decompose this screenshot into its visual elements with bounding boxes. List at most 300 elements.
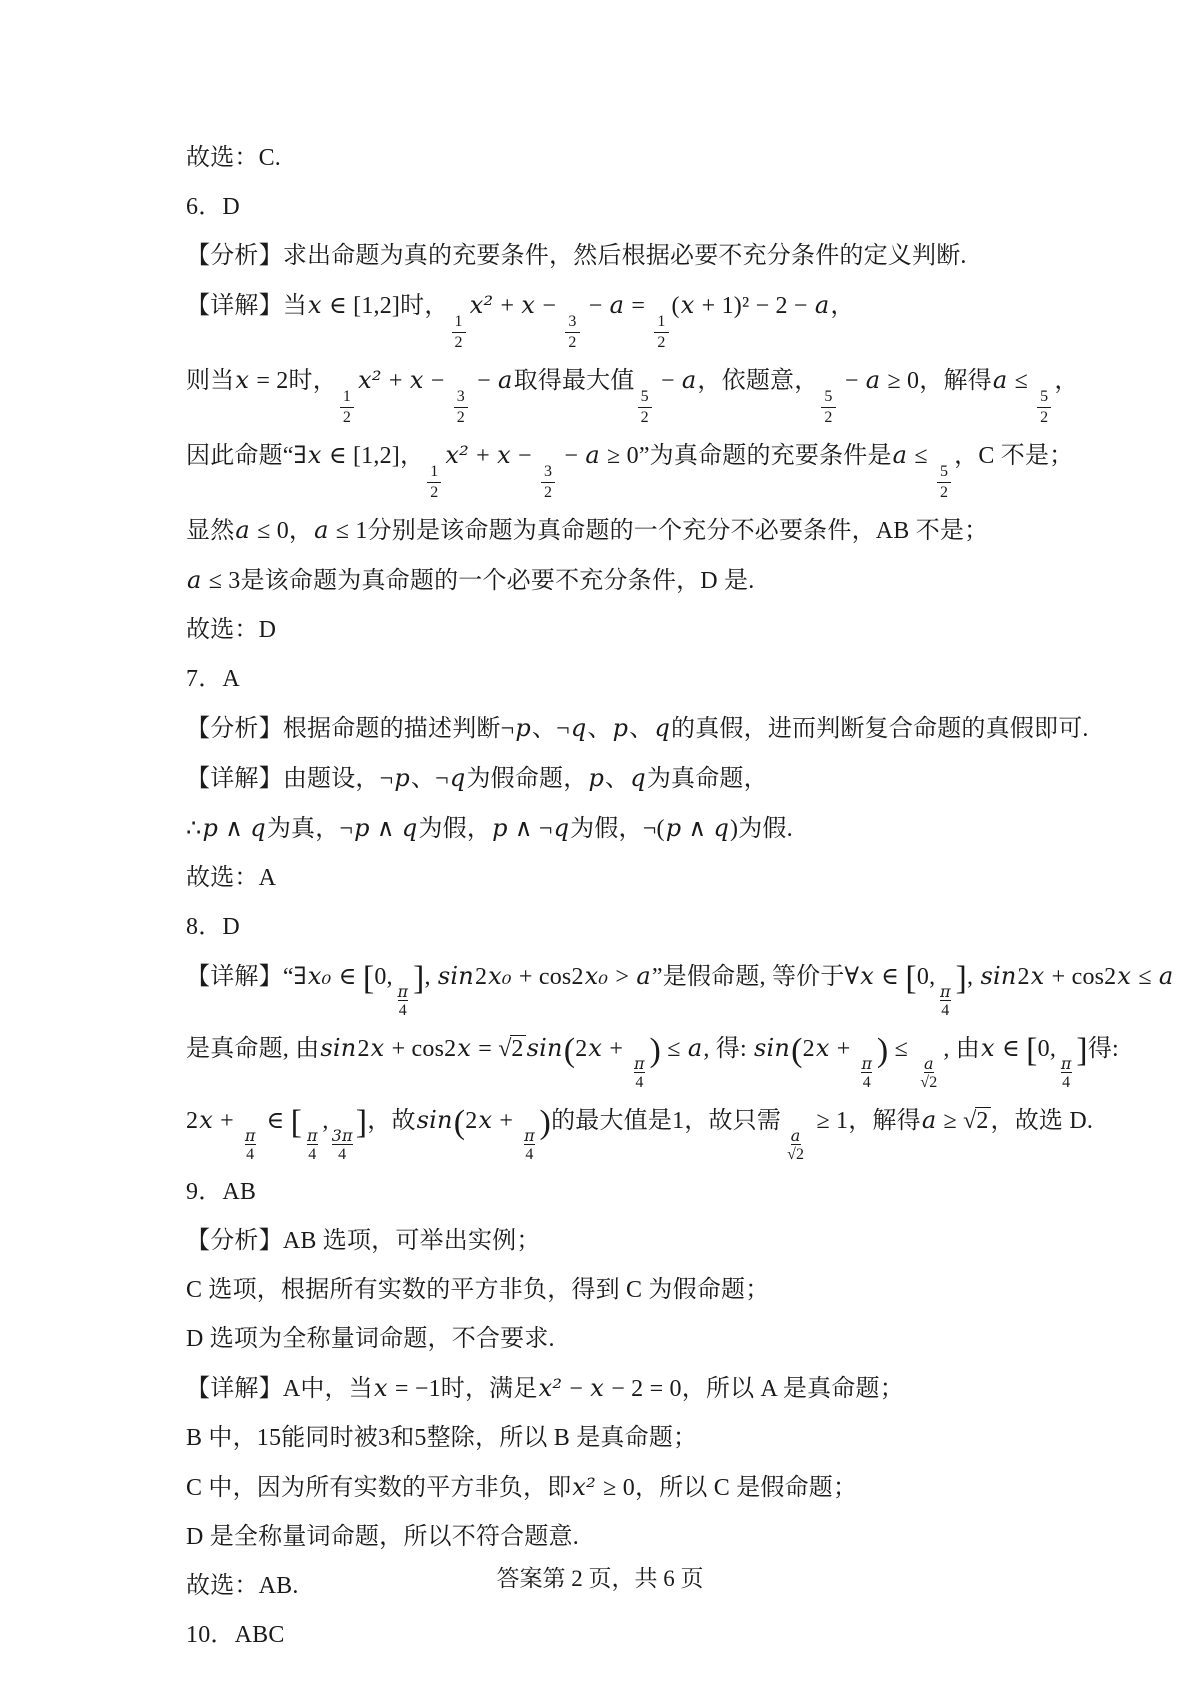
fraction-denominator: 2 (430, 484, 439, 501)
math-variable: x (680, 291, 695, 319)
math-variable: sin (416, 1106, 453, 1134)
fraction-denominator: √2 (787, 1146, 805, 1163)
text-run: 故选：D (186, 617, 277, 643)
fraction (938, 984, 952, 1019)
math-variable: a (609, 291, 625, 319)
math-variable: x₀ (307, 962, 332, 990)
text-run: ，故 (367, 1108, 416, 1134)
text-run: = (472, 1036, 499, 1062)
text-run: ≥ 1，解得 (810, 1108, 921, 1134)
fraction (243, 1128, 257, 1163)
text-run: 2 (802, 1036, 815, 1062)
math-variable: x (478, 1106, 493, 1134)
text-run: C 中，因为所有实数的平方非负，即 (186, 1475, 572, 1501)
text-run: 9．AB (186, 1179, 257, 1205)
text-run: 0, (374, 964, 393, 990)
page-footer-text: 答案第 2 页，共 6 页 (496, 1566, 704, 1591)
text-run: + (382, 368, 409, 394)
text-run: 取得最大值 (513, 368, 635, 394)
fraction-numerator: 1 (340, 389, 354, 408)
radicand: 2 (976, 1108, 989, 1134)
question-6-solution-2 (186, 360, 1106, 426)
fraction-numerator: 5 (638, 389, 652, 408)
math-variable: x (588, 1034, 603, 1062)
math-variable: x (860, 962, 874, 990)
text-run: 为真命题， (646, 766, 768, 792)
text-run: − (558, 443, 585, 469)
math-variable: q (630, 764, 646, 792)
fraction (632, 1056, 646, 1091)
fraction-denominator: 2 (824, 409, 833, 426)
text-run: 由题设，¬ (282, 766, 394, 792)
section-marker: 【详解】 (186, 964, 283, 990)
math-variable: p (202, 814, 219, 842)
text-run: 、¬ (531, 716, 570, 742)
text-run: ∈ (995, 1036, 1027, 1062)
radicand: 2 (511, 1036, 524, 1062)
big-bracket: ] (955, 960, 968, 997)
text-run: 2 (575, 1036, 588, 1062)
math-variable: x (1117, 962, 1132, 990)
text-run: ”是假命题, 等价于∀ (651, 964, 860, 990)
text-run: ≤ (1132, 964, 1158, 990)
text-run: ≥ 0，解得 (881, 368, 992, 394)
fraction (638, 389, 652, 426)
math-variable: a (814, 291, 830, 319)
fraction-denominator: 2 (454, 334, 463, 351)
math-variable: a (636, 962, 651, 990)
section-marker: 【详解】 (186, 1376, 283, 1402)
math-variable: x² (358, 366, 382, 394)
text-run: ≥ (937, 1108, 964, 1134)
fraction-numerator: π (940, 982, 951, 1001)
fraction-denominator: 4 (398, 1002, 407, 1019)
math-variable: x (308, 291, 322, 319)
text-run: − (563, 1376, 590, 1402)
text-run: 是真命题, 由 (186, 1036, 320, 1062)
text-run: 8．D (186, 914, 240, 940)
math-variable: x² (538, 1374, 563, 1402)
text-run: ，C 不是； (954, 443, 1074, 469)
fraction-numerator: a (923, 1054, 934, 1073)
question-7-solution-1 (186, 758, 1106, 799)
fraction-numerator: π (524, 1126, 535, 1145)
document-body (186, 138, 1174, 1664)
question-9-analysis-3 (186, 1319, 1106, 1359)
text-run: ， (830, 293, 855, 319)
sqrt-expression (498, 1035, 525, 1062)
math-variable: x² (445, 441, 469, 469)
text-run: B 中，15能同时被3和5整除，所以 B 是真命题； (186, 1425, 698, 1451)
question-9-solution-3 (186, 1467, 1106, 1508)
fraction-numerator: 5 (937, 464, 951, 483)
text-run: 根据命题的描述判断¬ (282, 716, 515, 742)
text-run: − (424, 368, 451, 394)
math-variable: x (457, 1034, 472, 1062)
big-bracket: ( (563, 1032, 576, 1069)
text-run: + 1)² − 2 − (695, 293, 814, 319)
fraction-denominator: 4 (338, 1146, 347, 1163)
fraction-numerator: 1 (452, 314, 466, 333)
question-9-answer (186, 1172, 1106, 1212)
text-run: + cos2 (385, 1036, 457, 1062)
fraction-denominator: 4 (862, 1074, 871, 1091)
text-run: 的最大值是1，故只需 (551, 1108, 782, 1134)
question-6-solution-3 (186, 435, 1106, 501)
math-variable: x (199, 1106, 213, 1134)
fraction (522, 1128, 536, 1163)
text-run: 、 (629, 716, 654, 742)
text-run: 0, (1037, 1036, 1057, 1062)
fraction-denominator: 4 (525, 1146, 534, 1163)
text-run: ∈ (332, 964, 363, 990)
question-9-solution-4 (186, 1517, 1106, 1557)
big-bracket: ] (355, 1104, 368, 1141)
question-7-select (186, 858, 1106, 898)
question-9-analysis-1 (186, 1221, 1106, 1261)
text-run: 当 (282, 293, 308, 319)
text-run: 则当 (186, 368, 235, 394)
math-variable: x (497, 441, 511, 469)
fraction-numerator: a (790, 1126, 801, 1145)
math-variable: a (314, 516, 329, 544)
text-run: 、 (605, 766, 630, 792)
text-run: + (603, 1036, 630, 1062)
big-bracket: ( (453, 1104, 466, 1141)
big-bracket: ( (791, 1032, 803, 1069)
text-run: 故选：C. (186, 145, 282, 171)
text-run: 故选：A (186, 865, 277, 891)
section-marker: 【详解】 (186, 766, 283, 792)
question-6-solution-5 (186, 560, 1106, 601)
math-variable: p (588, 764, 605, 792)
text-run: 为真，¬ (266, 816, 354, 842)
text-run: 得: (1087, 1036, 1119, 1062)
big-bracket: [ (1026, 1032, 1038, 1069)
math-variable: a (235, 516, 250, 544)
text-run: ， (1054, 368, 1079, 394)
question-6-analysis (186, 236, 1106, 276)
text-run: A中，当 (282, 1376, 373, 1402)
text-run: + (494, 293, 521, 319)
text-run: ∈ (874, 964, 906, 990)
fraction-numerator: 3 (541, 464, 555, 483)
text-run: D 选项为全称量词命题，不合要求. (186, 1326, 555, 1352)
text-run: ∧ ¬ (508, 816, 553, 842)
big-bracket: ) (539, 1104, 552, 1141)
text-run: , (967, 964, 980, 990)
fraction-numerator: 1 (654, 314, 668, 333)
fraction (860, 1056, 874, 1091)
question-6-solution-1 (186, 285, 1106, 351)
text-run: + (493, 1108, 520, 1134)
question-8-solution-2 (186, 1028, 1119, 1091)
question-8-solution-1 (186, 956, 1174, 1019)
text-run: “∃ (282, 964, 307, 990)
text-run: D 是全称量词命题，所以不符合题意. (186, 1524, 579, 1550)
question-9-analysis-2 (186, 1270, 1106, 1310)
fraction-denominator: √2 (920, 1074, 938, 1091)
text-run: ≤ (1008, 368, 1035, 394)
fraction (654, 314, 668, 351)
math-variable: a (687, 1034, 703, 1062)
text-run: 求出命题为真的充要条件，然后根据必要不充分条件的定义判断. (282, 243, 967, 269)
text-run: 因此命题“∃ (186, 443, 307, 469)
fraction-denominator: 4 (1062, 1074, 1071, 1091)
fraction-denominator: 2 (568, 334, 577, 351)
question-7-solution-2 (186, 808, 1106, 849)
text-run: + (213, 1108, 241, 1134)
fraction (937, 464, 951, 501)
question-8-answer (186, 907, 1106, 947)
math-variable: sin (754, 1034, 791, 1062)
text-run: , 由 (943, 1036, 981, 1062)
text-run: ≥ 0，所以 C 是假命题； (596, 1475, 858, 1501)
big-bracket: ] (412, 960, 425, 997)
text-run: 为假命题， (466, 766, 588, 792)
big-bracket: ) (876, 1032, 889, 1069)
fraction (452, 314, 466, 351)
text-run: ≥ 0”为真命题的充要条件是 (600, 443, 892, 469)
text-run: 2 (465, 1108, 478, 1134)
math-variable: x (1030, 962, 1045, 990)
fraction (784, 1128, 807, 1163)
question-6-select (186, 610, 1106, 650)
fraction-numerator: π (861, 1054, 873, 1073)
text-run: + cos2 (1045, 964, 1117, 990)
text-run: 为假，¬( (570, 816, 665, 842)
text-run: ∧ (682, 816, 713, 842)
question-9-solution-2 (186, 1418, 1106, 1458)
question-9-solution-1 (186, 1368, 1106, 1409)
math-variable: x (815, 1034, 830, 1062)
text-run: , (424, 964, 437, 990)
big-bracket: ) (649, 1032, 662, 1069)
text-run: C 选项，根据所有实数的平方非负，得到 C 为假命题； (186, 1277, 770, 1303)
radical-sign: √ (963, 1108, 976, 1134)
text-run: − (536, 293, 563, 319)
text-run: 、¬ (410, 766, 449, 792)
fraction-denominator: 2 (1040, 409, 1049, 426)
fraction-numerator: π (244, 1126, 256, 1145)
text-run: 故选：AB. (186, 1573, 299, 1599)
text-run: 2 (357, 1036, 370, 1062)
text-run: ∧ (219, 816, 250, 842)
math-variable: p (394, 764, 410, 792)
text-run: , (322, 1108, 329, 1134)
math-variable: q (250, 814, 266, 842)
big-bracket: [ (905, 960, 917, 997)
text-run: ≤ 3是该命题为真命题的一个必要不充分条件，D 是. (202, 568, 755, 594)
big-bracket: [ (362, 960, 375, 997)
question-7-answer (186, 659, 1106, 699)
fraction-numerator: 1 (427, 464, 441, 483)
math-variable: a (992, 366, 1008, 394)
text-run: ≤ 1分别是该命题为真命题的一个充分不必要条件，AB 不是； (329, 518, 989, 544)
math-variable: x (590, 1374, 605, 1402)
math-variable: q (401, 814, 418, 842)
math-variable: a (681, 366, 697, 394)
text-run: 显然 (186, 518, 235, 544)
fraction (565, 314, 579, 351)
math-variable: x² (469, 291, 494, 319)
math-variable: p (354, 814, 370, 842)
fraction-numerator: π (306, 1126, 318, 1145)
math-variable: x (235, 366, 250, 394)
fraction-numerator: 5 (821, 389, 835, 408)
section-marker: 【详解】 (186, 293, 283, 319)
text-run: ≤ (908, 443, 934, 469)
question-6-solution-4 (186, 510, 1106, 551)
math-variable: a (585, 441, 600, 469)
math-variable: q (570, 714, 587, 742)
fraction (305, 1128, 319, 1163)
fraction (1037, 389, 1051, 426)
sqrt-expression (963, 1107, 990, 1134)
math-variable: sin (320, 1034, 357, 1062)
text-run: 0, (916, 964, 936, 990)
text-run: = 2时， (250, 368, 337, 394)
math-variable: sin (526, 1034, 563, 1062)
fraction-denominator: 2 (640, 409, 649, 426)
math-variable: x (981, 1034, 995, 1062)
big-bracket: [ (290, 1104, 303, 1141)
math-variable: a (498, 366, 513, 394)
math-variable: x (370, 1034, 385, 1062)
math-variable: a (187, 566, 202, 594)
fraction-numerator: π (1060, 1054, 1072, 1073)
text-run: − (470, 368, 498, 394)
math-variable: x₀ (488, 962, 512, 990)
fraction (917, 1056, 940, 1091)
math-variable: x (307, 441, 322, 469)
text-run: AB 选项，可举出实例； (282, 1228, 541, 1254)
math-variable: sin (980, 962, 1017, 990)
text-run: ∧ (370, 816, 401, 842)
text-run: − 2 = 0，所以 A 是真命题； (605, 1376, 904, 1402)
section-marker: 【分析】 (186, 243, 283, 269)
math-variable: q (713, 814, 730, 842)
text-run: ，依题意， (697, 368, 819, 394)
fraction-denominator: 2 (657, 334, 666, 351)
fraction-numerator: 3 (565, 314, 579, 333)
text-run: ∴ (186, 816, 202, 842)
text-run: ≤ 0， (250, 518, 314, 544)
section-marker: 【分析】 (186, 1228, 283, 1254)
fraction-numerator: 3π (331, 1126, 353, 1145)
text-run: ≤ (888, 1036, 915, 1062)
section-marker: 【分析】 (186, 716, 283, 742)
question-8-solution-3 (186, 1100, 1106, 1163)
math-variable: p (612, 714, 629, 742)
math-variable: sin (437, 962, 474, 990)
text-run: ( (671, 293, 680, 319)
text-run: )为假. (730, 816, 793, 842)
fraction-denominator: 4 (941, 1002, 950, 1019)
fraction-denominator: 4 (246, 1146, 255, 1163)
fraction-denominator: 2 (456, 409, 465, 426)
text-run: = (625, 293, 652, 319)
text-run: 的真假，进而判断复合命题的真假即可. (671, 716, 1089, 742)
text-run: − (654, 368, 681, 394)
text-run: ≤ (661, 1036, 687, 1062)
text-run: 2 (186, 1108, 199, 1134)
fraction-denominator: 2 (939, 484, 949, 501)
text-run: = −1时，满足 (388, 1376, 538, 1402)
text-run: 7．A (186, 666, 240, 692)
fraction (454, 389, 468, 426)
fraction (541, 464, 555, 501)
text-run: ∈ [1,2]时， (322, 293, 449, 319)
fraction-numerator: π (397, 982, 409, 1001)
question-5-select (186, 138, 1106, 178)
text-run: + (469, 443, 497, 469)
math-variable: q (654, 714, 671, 742)
math-variable: x (521, 291, 536, 319)
fraction (821, 389, 835, 426)
fraction (332, 1128, 353, 1163)
text-run: 10．ABC (186, 1622, 285, 1648)
text-run: 2 (474, 964, 488, 990)
fraction-numerator: π (634, 1054, 645, 1073)
fraction-numerator: 5 (1037, 389, 1051, 408)
math-variable: a (865, 366, 881, 394)
fraction-numerator: 3 (454, 389, 468, 408)
math-variable: x (373, 1374, 388, 1402)
math-variable: q (449, 764, 466, 792)
math-variable: p (492, 814, 508, 842)
fraction-denominator: 4 (635, 1074, 644, 1091)
text-run: + (830, 1036, 857, 1062)
text-run: + cos2 (512, 964, 584, 990)
math-variable: a (921, 1106, 937, 1134)
big-bracket: ] (1076, 1032, 1088, 1069)
question-10-answer (186, 1615, 1106, 1655)
page-footer (0, 1560, 1200, 1593)
math-variable: a (892, 441, 908, 469)
math-variable: x (409, 366, 424, 394)
math-variable: p (665, 814, 682, 842)
text-run: − (838, 368, 865, 394)
fraction (427, 464, 441, 501)
text-run: − (582, 293, 609, 319)
math-variable: x₀ (584, 962, 609, 990)
math-variable: a (1158, 962, 1174, 990)
text-run: > (609, 964, 636, 990)
question-6-answer (186, 187, 1106, 227)
fraction (396, 984, 410, 1019)
math-variable: x² (572, 1473, 596, 1501)
text-run: 6．D (186, 194, 240, 220)
text-run: ∈ [1,2]， (322, 443, 425, 469)
fraction (1059, 1056, 1073, 1091)
text-run: 为假， (418, 816, 492, 842)
text-run: − (511, 443, 538, 469)
math-variable: q (553, 814, 570, 842)
radical-sign: √ (498, 1036, 511, 1062)
fraction-denominator: 2 (543, 484, 553, 501)
fraction-denominator: 2 (342, 409, 352, 426)
text-run: 2 (1017, 964, 1030, 990)
math-variable: p (515, 714, 531, 742)
fraction (340, 389, 354, 426)
text-run: ，故选 D. (990, 1108, 1094, 1134)
fraction-denominator: 4 (308, 1146, 317, 1163)
text-run: ∈ (260, 1108, 291, 1134)
question-7-analysis (186, 708, 1106, 749)
text-run: , 得: (703, 1036, 754, 1062)
text-run: 、 (587, 716, 612, 742)
